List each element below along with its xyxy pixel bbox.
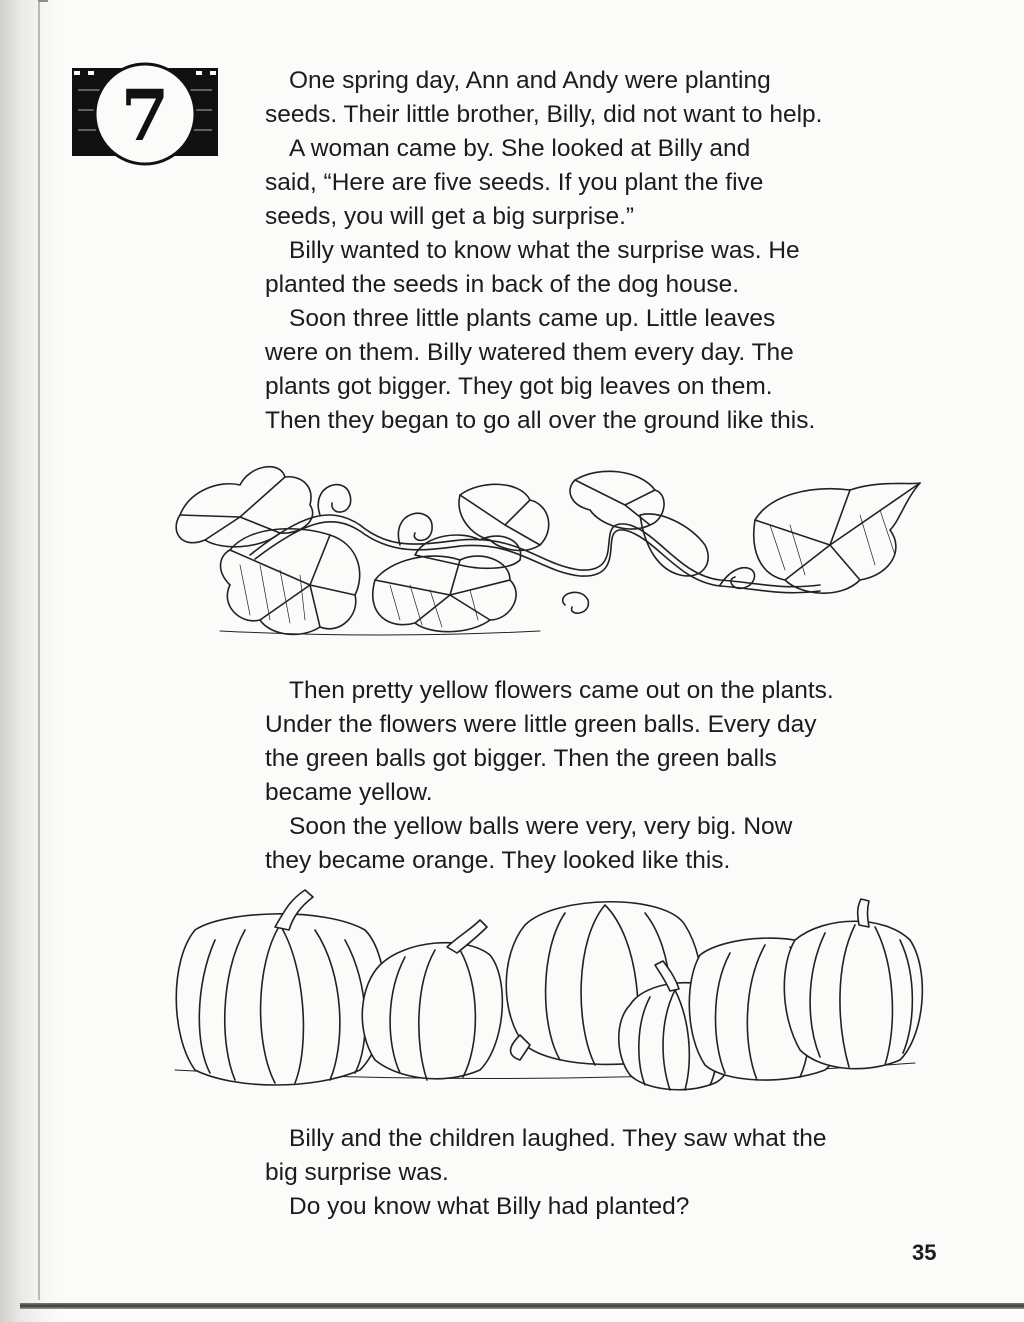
story-line: the green balls got bigger. Then the green balls — [265, 745, 777, 772]
story-section-2 — [265, 674, 965, 878]
story-line: plants got bigger. They got big leaves on them. — [265, 373, 773, 400]
story-line: Then pretty yellow flowers came out on the plants. — [289, 677, 834, 704]
story-section-1 — [265, 64, 965, 438]
pumpkin-vine-illustration — [160, 455, 930, 650]
chapter-number: 7 — [120, 74, 170, 157]
story-line: A woman came by. She looked at Billy and — [289, 135, 751, 162]
chapter-badge — [70, 60, 220, 172]
story-line: seeds. Their little brother, Billy, did not want to help. — [265, 101, 823, 128]
bottom-rule — [20, 1303, 1024, 1309]
story-line: Do you know what Billy had planted? — [289, 1193, 690, 1220]
story-line: seeds, you will get a big surprise.” — [265, 203, 635, 230]
story-line: One spring day, Ann and Andy were planting — [289, 67, 771, 94]
story-line: Soon the yellow balls were very, very big. Now — [289, 813, 793, 840]
story-line: they became orange. They looked like this. — [265, 847, 731, 874]
binding-tick — [38, 0, 48, 2]
story-line: Soon three little plants came up. Little leaves — [289, 305, 776, 332]
story-section-3 — [265, 1122, 965, 1224]
story-line: planted the seeds in back of the dog house. — [265, 271, 740, 298]
story-line: said, “Here are five seeds. If you plant the five — [265, 169, 764, 196]
binding-line — [38, 0, 40, 1300]
story-line: Billy and the children laughed. They saw what the — [289, 1125, 827, 1152]
pumpkins-illustration — [165, 885, 925, 1095]
story-line: became yellow. — [265, 779, 433, 806]
story-line: Under the flowers were little green balls. Every day — [265, 711, 817, 738]
story-line: Billy wanted to know what the surprise was. He — [289, 237, 800, 264]
page-number: 35 — [912, 1240, 937, 1265]
story-line: big surprise was. — [265, 1159, 449, 1186]
story-line: were on them. Billy watered them every day. The — [265, 339, 794, 366]
page-binding-shadow — [0, 0, 62, 1322]
story-line: Then they began to go all over the ground like this. — [265, 407, 816, 434]
